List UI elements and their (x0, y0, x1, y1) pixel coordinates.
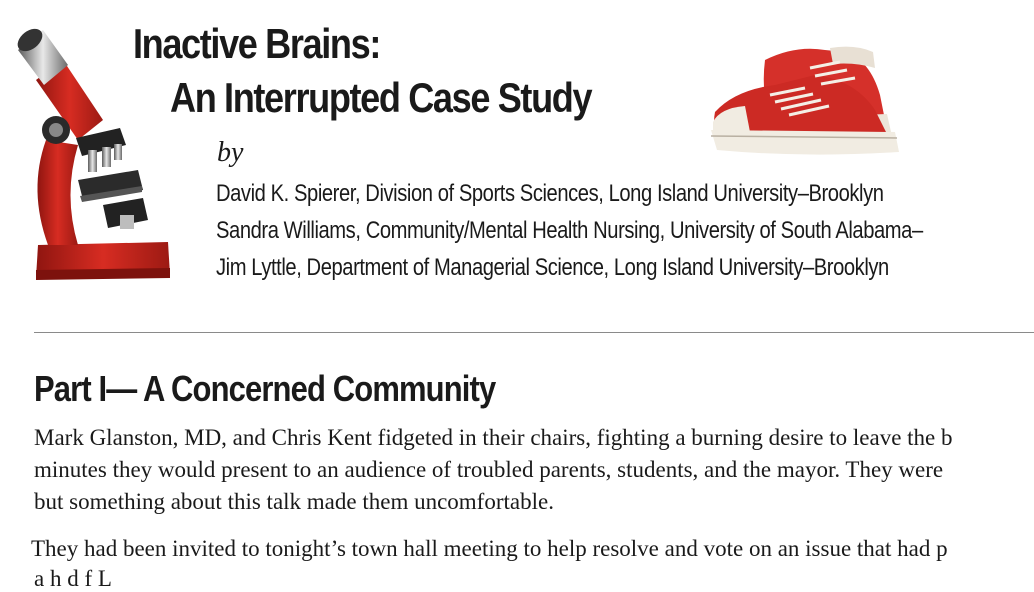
paragraph-line: minutes they would present to an audience of troubled parents, students, and the mayor. They were (34, 457, 944, 482)
paragraph-line: They had been invited to tonight’s town hall meeting to help resolve and vote on an issue that had p (31, 536, 948, 561)
red-sneakers-illustration (705, 40, 915, 160)
author-line: David K. Spierer, Division of Sports Sciences, Long Island University–Brooklyn (216, 180, 884, 207)
document-title-line-2: An Interrupted Case Study (170, 74, 592, 121)
paragraph-line-partial: a h d f L (34, 566, 112, 591)
author-line: Jim Lyttle, Department of Managerial Science, Long Island University–Brooklyn (216, 254, 889, 281)
section-divider (34, 332, 1034, 333)
byline-label: by (217, 137, 244, 168)
paragraph-line: but something about this talk made them uncomfortable. (34, 489, 554, 514)
part-heading: Part I— A Concerned Community (34, 368, 496, 409)
paragraph-line: Mark Glanston, MD, and Chris Kent fidgeted in their chairs, fighting a burning desire to leave the b (34, 425, 953, 450)
author-line: Sandra Williams, Community/Mental Health Nursing, University of South Alabama– (216, 217, 923, 244)
document-title-line-1: Inactive Brains: (133, 20, 380, 67)
